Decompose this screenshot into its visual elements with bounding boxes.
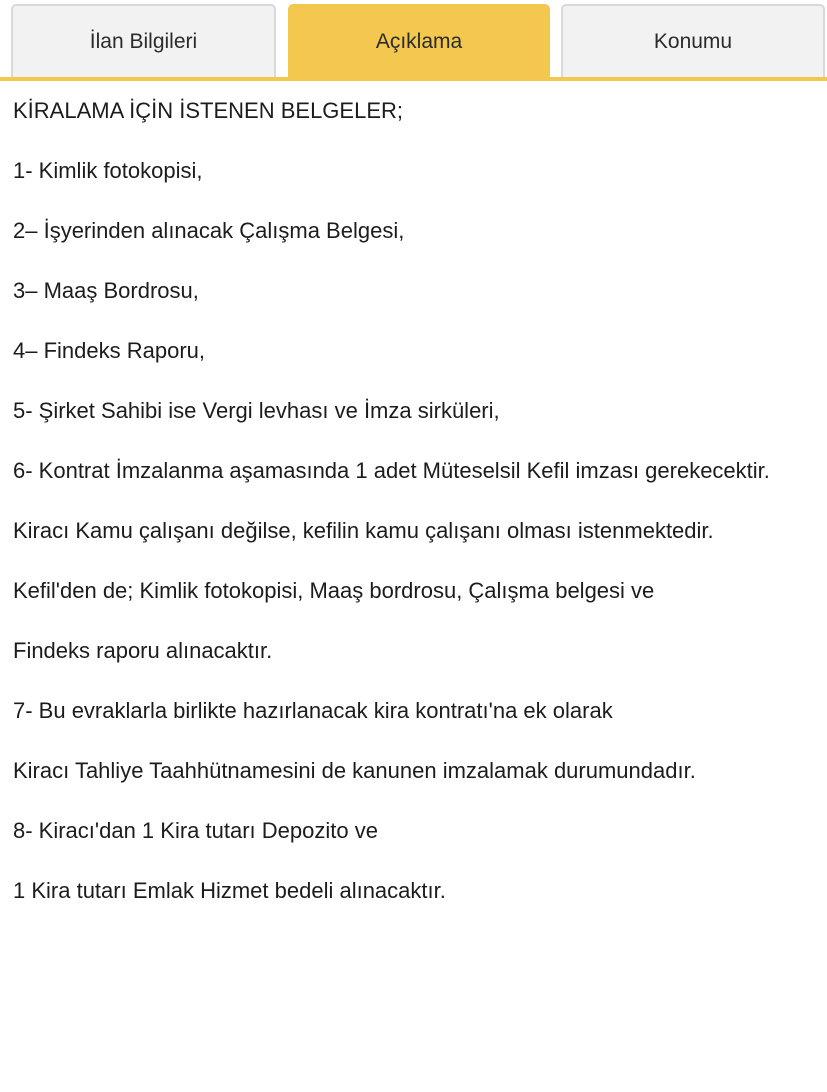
description-paragraph: Kefil'den de; Kimlik fotokopisi, Maaş bordrosu, Çalışma belgesi ve (13, 578, 655, 603)
description-paragraph: 2– İşyerinden alınacak Çalışma Belgesi, (13, 218, 405, 243)
active-tab-underline (0, 77, 827, 81)
tab-label: İlan Bilgileri (89, 30, 198, 53)
description-paragraph: Kiracı Tahliye Taahhütnamesini de kanunen imzalamak durumundadır. (13, 758, 696, 783)
description-paragraph: 7- Bu evraklarla birlikte hazırlanacak kira kontratı'na ek olarak (13, 698, 613, 723)
description-paragraph: Findeks raporu alınacaktır. (13, 638, 273, 663)
description-paragraph: 8- Kiracı'dan 1 Kira tutarı Depozito ve (13, 818, 378, 843)
description-paragraph: 4– Findeks Raporu, (13, 338, 205, 363)
description-content (13, 96, 813, 936)
tab-label: Konumu (653, 30, 733, 53)
tab-label: Açıklama (375, 30, 463, 53)
description-paragraph: 1- Kimlik fotokopisi, (13, 158, 203, 183)
tab-aciklama[interactable] (288, 4, 550, 78)
description-paragraph: 5- Şirket Sahibi ise Vergi levhası ve İmza sirküleri, (13, 398, 500, 423)
description-heading: KİRALAMA İÇİN İSTENEN BELGELER; (13, 98, 404, 123)
description-paragraph: 1 Kira tutarı Emlak Hizmet bedeli alınacaktır. (13, 878, 446, 903)
tab-bar (0, 0, 827, 82)
tab-konumu[interactable] (561, 4, 825, 78)
description-paragraph: 3– Maaş Bordrosu, (13, 278, 199, 303)
description-paragraph: 6- Kontrat İmzalanma aşamasında 1 adet Müteselsil Kefil imzası gerekecektir. (13, 458, 770, 483)
description-paragraph: Kiracı Kamu çalışanı değilse, kefilin kamu çalışanı olması istenmektedir. (13, 518, 714, 543)
tab-ilan-bilgileri[interactable] (11, 4, 276, 78)
